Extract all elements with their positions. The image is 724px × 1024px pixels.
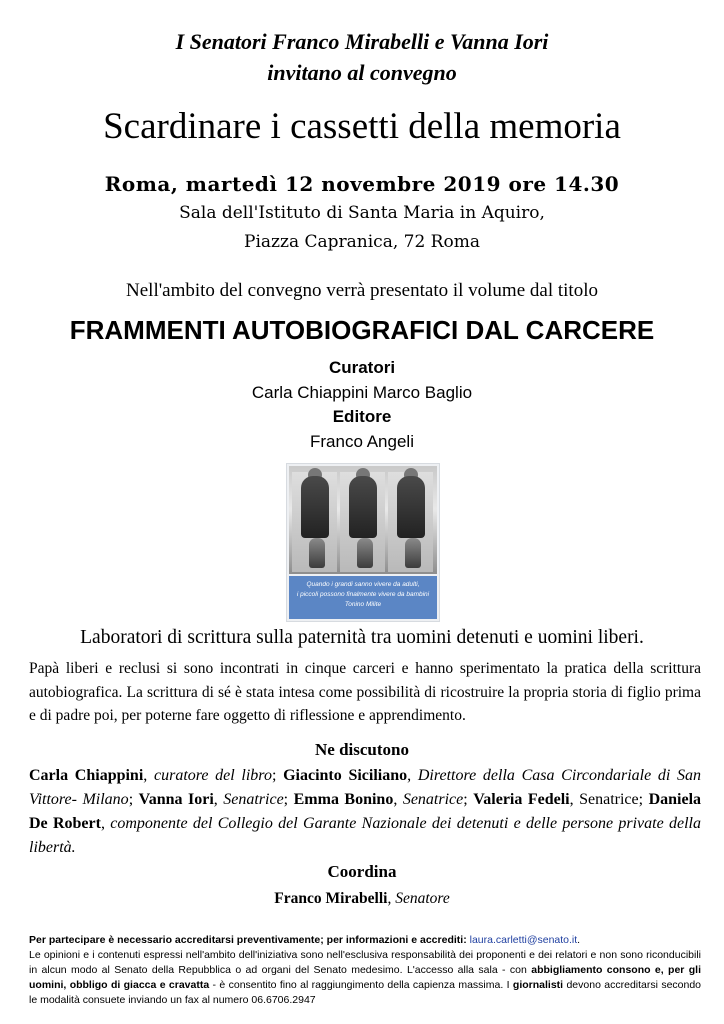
event-venue [0,199,724,257]
speaker-name: Daniela De Robert [29,791,702,832]
speaker-role: Senatrice [579,791,639,808]
coordinator-role: Senatore [395,890,450,907]
dress-code-note: abbigliamento consono e, per gli uomini, obbligo di giacca e cravatta [29,964,702,991]
invite-line: invitano al convegno [267,60,457,85]
cover-caption-line-2: i piccoli possono finalmente vivere da bambini [296,591,430,598]
speaker-name: Valeria Fedeli [473,791,570,808]
publisher-name: Franco Angeli [310,431,414,451]
venue-line-2: Piazza Capranica, 72 Roma [244,232,480,252]
curators-names: Carla Chiappini Marco Baglio [251,382,473,402]
cover-caption [289,576,437,619]
speakers-list: Carla Chiappini, curatore del libro; Giacinto Siciliano, Direttore della Casa Circondariale di San Vittore- Milano; Vanna Iori, Senatrice; Emma Bonino, Senatrice; Valeria Fedeli, Senatrice; Daniela De Robert, componente del Collegio del Garante Nazionale dei detenuti e delle persone private della libertà. [29,767,702,856]
speaker-role: Senatrice [402,791,464,808]
speaker-name: Vanna Iori [138,791,214,808]
speaker-role: componente del Collegio del Garante Nazionale dei detenuti e delle persone private della libertà. [29,815,701,856]
speaker-name: Emma Bonino [293,791,394,808]
speaker-role: Senatrice [223,791,284,808]
discussion-heading: Ne discutono [315,740,409,759]
cover-figure-man [349,476,377,538]
hosts-line: I Senatori Franco Mirabelli e Vanna Iori [175,29,549,54]
speaker-role: curatore del libro [153,767,272,784]
journalists-label: giornalisti [512,979,564,991]
cover-figure-man [301,476,329,538]
coordinator-name: Franco Mirabelli [274,890,388,907]
fax-note: devono accreditarsi secondo le modalità consuete inviando un fax al numero 06.6706.2947 [29,979,702,1006]
capacity-note: - è consentito fino al raggiungimento della capienza massima. I [212,979,510,991]
cover-caption-line-1: Quando i grandi sanno vivere da adulti, [306,581,420,588]
speaker-role: Direttore della Casa Circondariale di San Vittore- Milano [29,767,702,808]
footer-notes: Per partecipare è necessario accreditarsi preventivamente; per informazioni e accrediti: laura.carletti@senato.it. Le opinioni e i contenuti espressi nell'ambito dell'iniziativa sono nell'esclusiva responsabilità dei proponenti e dei relatori e non sono riconducibili in alcun modo al Senato della Repubblica o ad organi del Senato medesimo. L'accesso alla sala - con abbigliamento consono e, per gli uomini, obbligo di giacca e cravatta - è consentito fino al raggiungimento della capienza massima. I giornalisti devono accreditarsi secondo le modalità consuete inviando un fax al numero 06.6706.2947 [29,934,702,1006]
coordination-heading: Coordina [327,862,397,881]
venue-line-1: Sala dell'Istituto di Santa Maria in Aquiro, [179,203,545,223]
speaker-name: Giacinto Siciliano [283,767,408,784]
contact-email[interactable]: laura.carletti@senato.it [469,934,578,946]
accreditation-note: Per partecipare è necessario accreditarsi preventivamente; per informazioni e accrediti: [29,934,467,946]
cover-figure-child [405,538,421,568]
event-title: Scardinare i cassetti della memoria [103,106,621,147]
publisher-label: Editore [332,407,392,426]
curators-label: Curatori [328,358,396,377]
cover-photo [289,466,437,574]
cover-figure-child [309,538,325,568]
cover-caption-author: Tonino Milite [344,601,382,608]
hosts-block [0,26,724,88]
book-cover-image [286,463,440,622]
coordinator: Franco Mirabelli, Senatore [274,890,450,907]
cover-figure-child [357,538,373,568]
book-intro: Nell'ambito del convegno verrà presentato il volume dal titolo [126,280,598,301]
workshop-description: Papà liberi e reclusi si sono incontrati in cinque carceri e hanno sperimentato la pratica della scrittura autobiografica. La scrittura di sé è stata intesa come possibilità di ricostruire la propria storia di figlio prima e di padre poi, per poterne fare oggetto di riflessione e apprendimento. [29,660,701,724]
book-credits [0,356,724,454]
disclaimer-text: Le opinioni e i contenuti espressi nell'ambito dell'iniziativa sono nell'esclusiva responsabilità dei proponenti e dei relatori e non sono riconducibili in alcun modo al Senato della Repubblica o ad organi del Senato medesimo. L'accesso alla sala - con [29,949,701,976]
event-date-time: Roma, martedì 12 novembre 2019 ore 14.30 [104,172,620,196]
speaker-name: Carla Chiappini [29,767,144,784]
cover-figure-man [397,476,425,538]
workshop-heading: Laboratori di scrittura sulla paternità tra uomini detenuti e uomini liberi. [80,627,644,648]
book-title: FRAMMENTI AUTOBIOGRAFICI DAL CARCERE [69,315,655,345]
